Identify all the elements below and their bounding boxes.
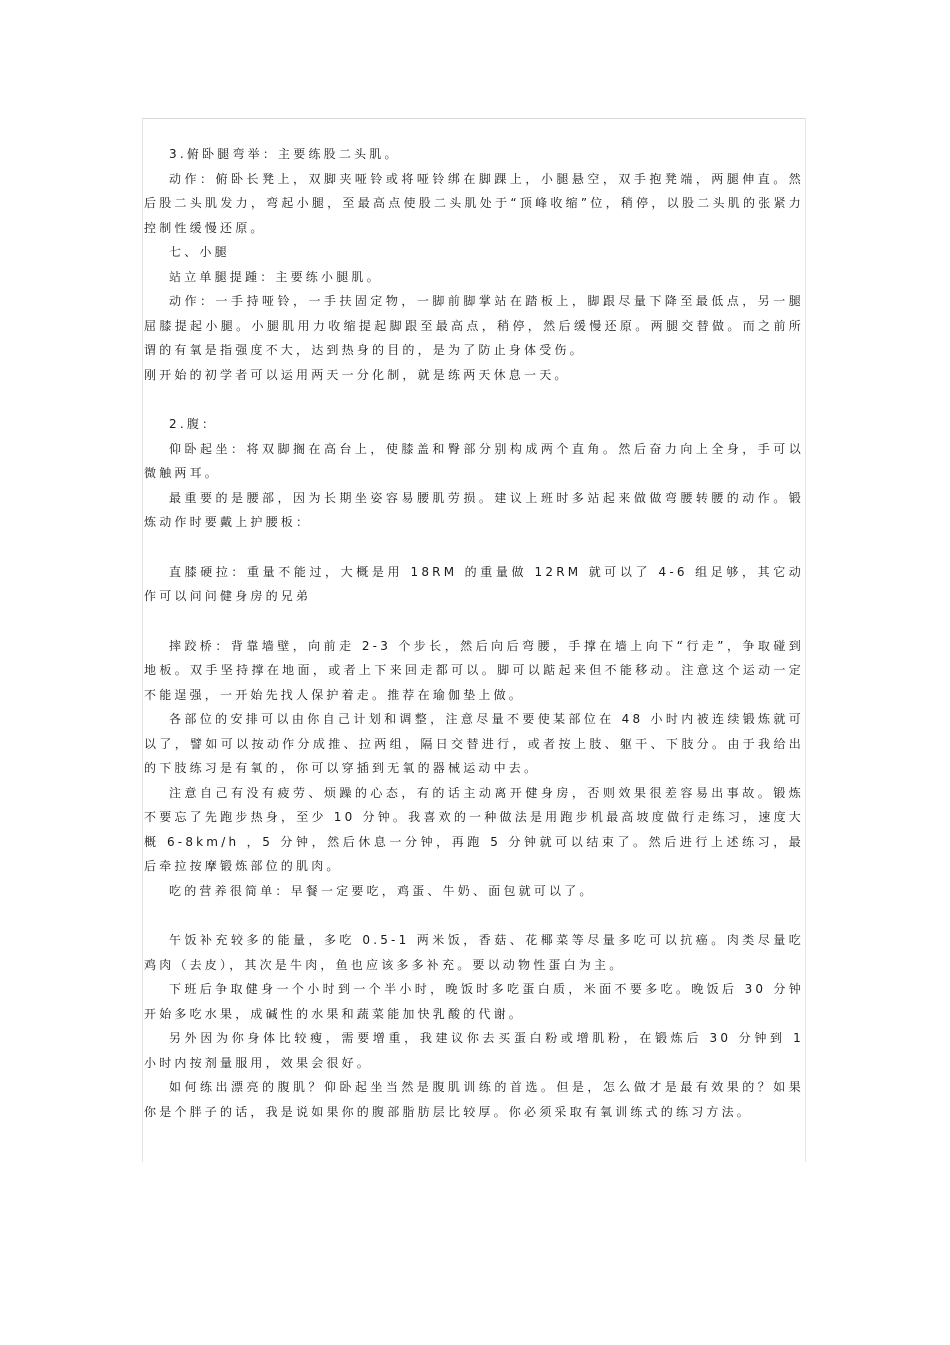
paragraph-leg-curl-action: 动作：俯卧长凳上，双脚夹哑铃或将哑铃绑在脚踝上，小腿悬空，双手抱凳端，两腿伸直。然后股二头肌发力，弯起小腿，至最高点使股二头肌处于“顶峰收缩”位，稍停，以股二头肌的张紧力控制性缓慢还原。 — [144, 171, 804, 235]
paragraph-calf-raise-title: 站立单腿提踵：主要练小腿肌。 — [169, 269, 382, 284]
paragraph-abs-training: 如何练出漂亮的腹肌？仰卧起坐当然是腹肌训练的首选。但是，怎么做才是最有效果的？如果你是个胖子的话，我是说如果你的腹部脂肪层比较厚。你必须采取有氧训练式的练习方法。 — [144, 1080, 804, 1119]
paragraph-dinner: 下班后争取健身一个小时到一个半小时，晚饭时多吃蛋白质，米面不要多吃。晚饭后 30 分钟开始多吃水果，成碱性的水果和蔬菜能加快乳酸的代谢。 — [144, 982, 804, 1021]
paragraph-calf-raise-action: 动作：一手持哑铃，一手扶固定物，一脚前脚掌站在踏板上，脚跟尽量下降至最低点，另一腿屈膝提起小腿。小腿肌用力收缩提起脚跟至最高点，稍停，然后缓慢还原。两腿交替做。而之前所谓的有氧是指强度不大，达到热身的目的，是为了防止身体受伤。 — [144, 294, 804, 357]
paragraph-protein: 另外因为你身体比较瘦，需要增重，我建议你去买蛋白粉或增肌粉，在锻炼后 30 分钟到 1 小时内按剂量服用，效果会很好。 — [144, 1031, 804, 1070]
paragraph-deadlift: 直膝硬拉：重量不能过，大概是用 18RM 的重量做 12RM 就可以了 4-6 组足够，其它动作可以问问健身房的兄弟 — [144, 564, 804, 603]
section-heading-calf: 七、小腿 — [169, 245, 230, 259]
document-body — [144, 142, 804, 1124]
paragraph-schedule: 各部位的安排可以由你自己计划和调整，注意尽量不要使某部位在 48 小时内被连续锻炼就可以了，譬如可以按动作分成推、拉两组，隔日交替进行，或者按上肢、躯干、下肢分。由于我给出的下肢练习是有氧的，你可以穿插到无氧的器械运动中去。 — [144, 712, 804, 775]
paragraph-leg-curl-title: 3.俯卧腿弯举：主要练股二头肌。 — [169, 147, 400, 161]
paragraph-lunch: 午饭补充较多的能量，多吃 0.5-1 两米饭，香菇、花椰菜等尽量多吃可以抗癌。肉类尽量吃鸡肉（去皮），其次是牛肉，鱼也应该多多补充。要以动物性蛋白为主。 — [144, 933, 804, 972]
paragraph-breakfast: 吃的营养很简单：早餐一定要吃，鸡蛋、牛奶、面包就可以了。 — [169, 883, 595, 898]
paragraph-situp: 仰卧起坐：将双脚搁在高台上，使膝盖和臀部分别构成两个直角。然后奋力向上全身，手可以微触两耳。 — [144, 441, 804, 480]
section-heading-abs: 2.腹： — [169, 417, 218, 431]
paragraph-warmup: 注意自己有没有疲劳、烦躁的心态，有的话主动离开健身房，否则效果很差容易出事故。锻炼不要忘了先跑步热身，至少 10 分钟。我喜欢的一种做法是用跑步机最高坡度做行走练习，速度大概 6-8km/h ，5 分钟，然后休息一分钟，再跑 5 分钟就可以结束了。然后进行上述练习，最后牵拉按摩锻炼部位的肌肉。 — [144, 785, 804, 873]
paragraph-beginner-split: 刚开始的初学者可以运用两天一分化制，就是练两天休息一天。 — [144, 367, 570, 382]
paragraph-wrestling-bridge: 摔跤桥：背靠墙壁，向前走 2-3 个步长，然后向后弯腰，手撑在墙上向下“行走”，争取碰到地板。双手坚持撑在地面，或者上下来回走都可以。脚可以踮起来但不能移动。注意这个运动一定不能逞强，一开始先找人保护着走。推荐在瑜伽垫上做。 — [144, 638, 804, 702]
paragraph-waist: 最重要的是腰部，因为长期坐姿容易腰肌劳损。建议上班时多站起来做做弯腰转腰的动作。锻炼动作时要戴上护腰板： — [144, 490, 804, 529]
